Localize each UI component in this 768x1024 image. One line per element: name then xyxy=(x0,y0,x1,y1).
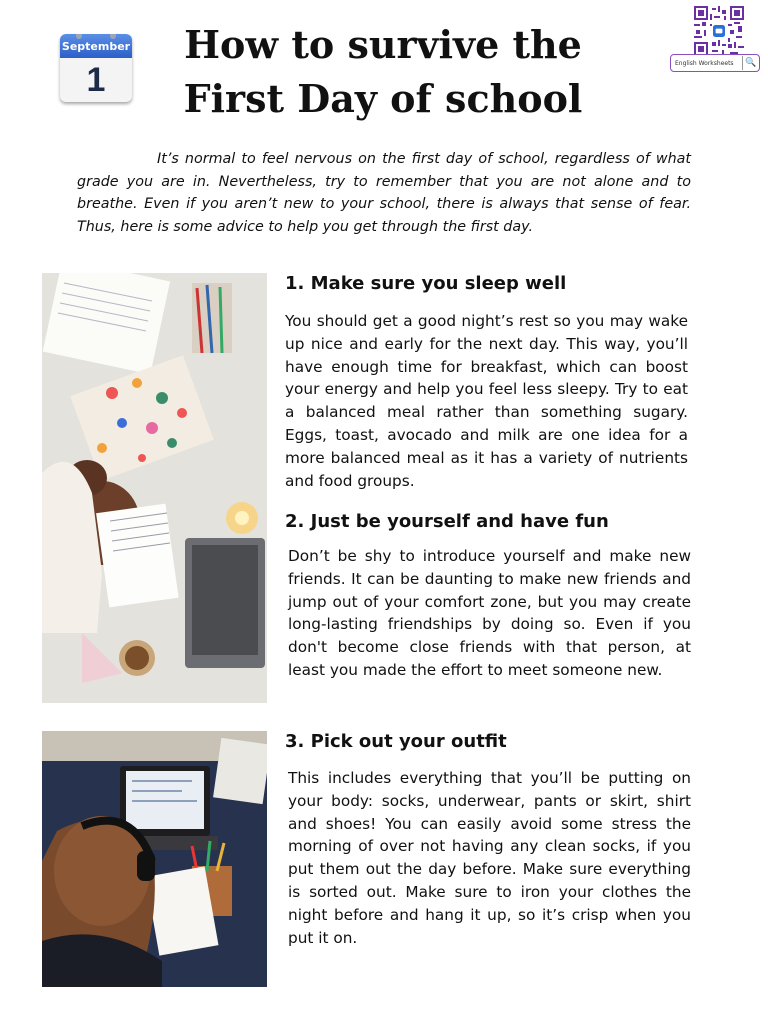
title-line-2: First Day of school xyxy=(183,76,583,121)
title-line-1: How to survive the xyxy=(184,22,582,67)
studying-photo xyxy=(42,273,267,703)
section-1-body: You should get a good night’s rest so you may wake up nice and early for the next day. This way, you’ll have enough time for breakfast, which can boost your energy and help you feel less sleepy. Try to eat a balanced meal rather than something sugary. Eggs, toast, avocado and milk are one idea for a more balanced meal as it has a variety of nutrients and food groups. xyxy=(285,312,688,490)
section-1-heading: 1. Make sure you sleep well xyxy=(285,273,567,294)
laptop-study-photo xyxy=(42,731,267,987)
section-2-body: Don’t be shy to introduce yourself and make new friends. It can be daunting to make new friends and jump out of your comfort zone, but you may create long-lasting friendships by doing so. Even if you don't become close friends with that person, at least you made the effort to meet someone new. xyxy=(288,547,691,679)
studying-photo-illustration xyxy=(42,273,267,703)
calendar-month: September xyxy=(60,34,132,58)
calendar-day: 1 xyxy=(86,61,106,99)
search-bar[interactable] xyxy=(670,54,760,72)
section-3-body: This includes everything that you’ll be putting on your body: socks, underwear, pants or skirt, shirt and shoes! You can easily avoid some stress the morning of over not having any clean socks, if you put them out the day before. Make sure everything is sorted out. Make sure to iron your clothes the night before and hang it up, so it’s crisp when you put it on. xyxy=(288,769,691,947)
search-bar-label: English Worksheets xyxy=(675,59,734,67)
page-title xyxy=(150,18,616,126)
section-2-heading: 2. Just be yourself and have fun xyxy=(285,511,609,532)
intro-paragraph: It’s normal to feel nervous on the first day of school, regardless of what grade you are in. Nevertheless, try to remember that you are not alone and to breathe. Even if you aren’t new to your school, there is always that sense of fear. Thus, here is some advice to help you get through the first day. xyxy=(77,151,691,235)
search-icon[interactable]: 🔍 xyxy=(742,56,759,70)
laptop-study-photo-illustration xyxy=(42,731,267,987)
calendar-icon xyxy=(60,34,132,102)
qr-code-icon[interactable] xyxy=(694,6,744,56)
section-3-heading: 3. Pick out your outfit xyxy=(285,731,507,752)
